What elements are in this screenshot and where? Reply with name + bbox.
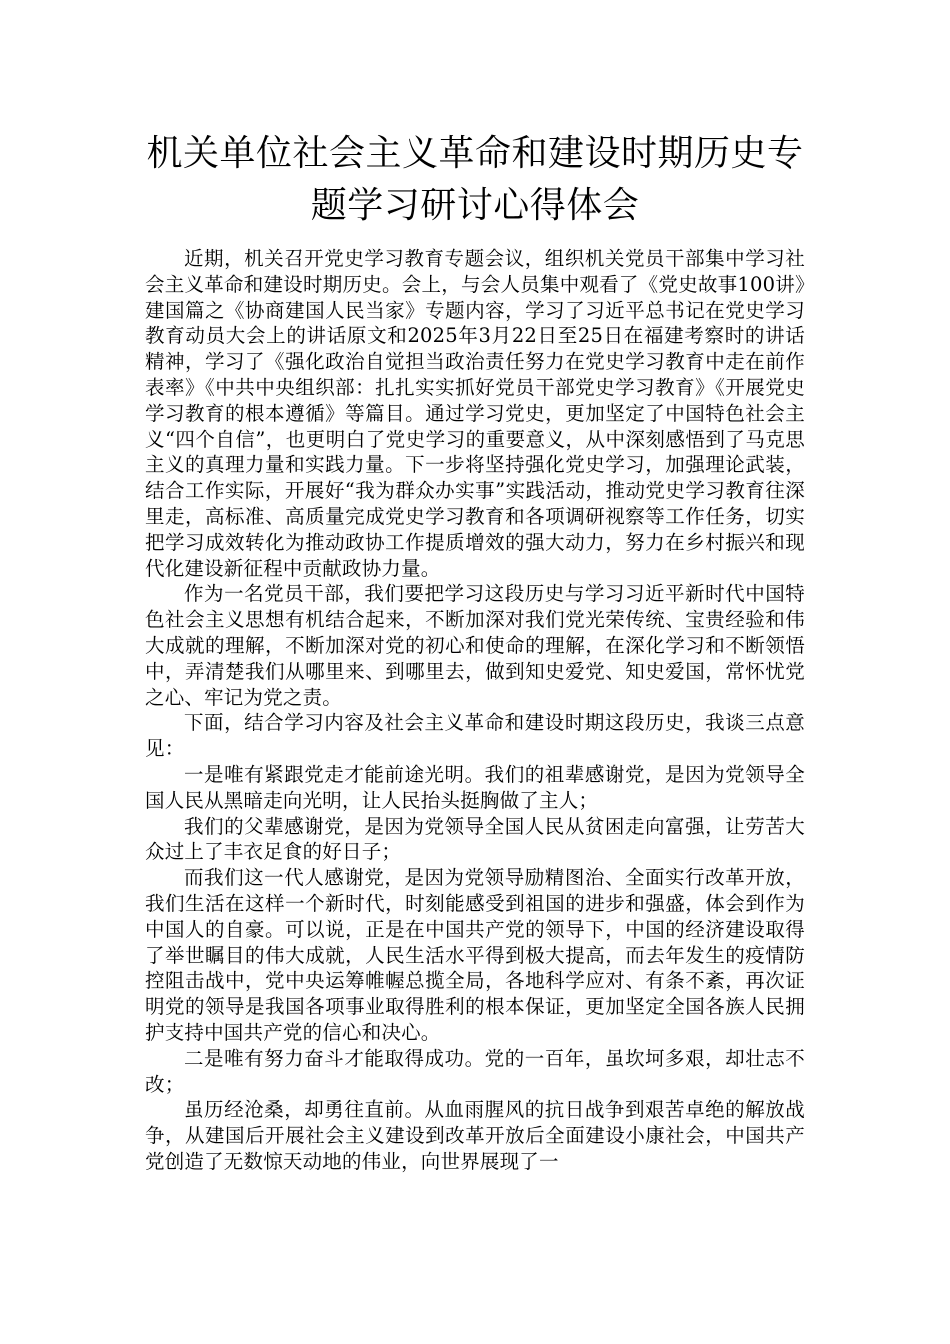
body-paragraph: 作为一名党员干部，我们要把学习这段历史与学习习近平新时代中国特色社会主义思想有机结合起来，不断加深对我们党光荣传统、宝贵经验和伟大成就的理解，不断加深对党的初心和使命的理解，在深化学习和不断领悟中，弄清楚我们从哪里来、到哪里去，做到知史爱党、知史爱国，常怀忧党之心、牢记为党之责。 [145,582,805,709]
body-paragraph: 二是唯有努力奋斗才能取得成功。党的一百年，虽坎坷多艰，却壮志不改； [145,1046,805,1096]
body-paragraph: 虽历经沧桑，却勇往直前。从血雨腥风的抗日战争到艰苦卓绝的解放战争，从建国后开展社会主义建设到改革开放后全面建设小康社会，中国共产党创造了无数惊天动地的伟业，向世界展现了一 [145,1098,805,1173]
body-paragraph: 而我们这一代人感谢党，是因为党领导励精图治、全面实行改革开放，我们生活在这样一个新时代，时刻能感受到祖国的进步和强盛，体会到作为中国人的自豪。可以说，正是在中国共产党的领导下，中国的经济建设取得了举世瞩目的伟大成就，人民生活水平得到极大提高，而去年发生的疫情防控阻击战中，党中央运筹帷幄总揽全局，各地科学应对、有条不紊，再次证明党的领导是我国各项事业取得胜利的根本保证，更加坚定全国各族人民拥护支持中国共产党的信心和决心。 [145,866,805,1044]
body-paragraph: 一是唯有紧跟党走才能前途光明。我们的祖辈感谢党，是因为党领导全国人民从黑暗走向光明，让人民抬头挺胸做了主人； [145,762,805,812]
body-paragraph: 近期，机关召开党史学习教育专题会议，组织机关党员干部集中学习社会主义革命和建设时期历史。会上，与会人员集中观看了《党史故事100讲》建国篇之《协商建国人民当家》专题内容，学习了习近平总书记在党史学习教育动员大会上的讲话原文和2025年3月22日至25日在福建考察时的讲话精神，学习了《强化政治自觉担当政治责任努力在党史学习教育中走在前作表率》《中共中央组织部：扎扎实实抓好党员干部党史学习教育》《开展党史学习教育的根本遵循》等篇目。通过学习党史，更加坚定了中国特色社会主义“四个自信”，也更明白了党史学习的重要意义，从中深刻感悟到了马克思主义的真理力量和实践力量。下一步将坚持强化党史学习，加强理论武装，结合工作实际，开展好“我为群众办实事”实践活动，推动党史学习教育往深里走，高标准、高质量完成党史学习教育和各项调研视察等工作任务，切实把学习成效转化为推动政协工作提质增效的强大动力，努力在乡村振兴和现代化建设新征程中贡献政协力量。 [145,247,805,580]
body-paragraph: 下面，结合学习内容及社会主义革命和建设时期这段历史，我谈三点意见： [145,711,805,761]
body-paragraph: 我们的父辈感谢党，是因为党领导全国人民从贫困走向富强，让劳苦大众过上了丰衣足食的好日子； [145,814,805,864]
document-body [145,246,805,1175]
document-title: 机关单位社会主义革命和建设时期历史专题学习研讨心得体会 [146,133,804,226]
